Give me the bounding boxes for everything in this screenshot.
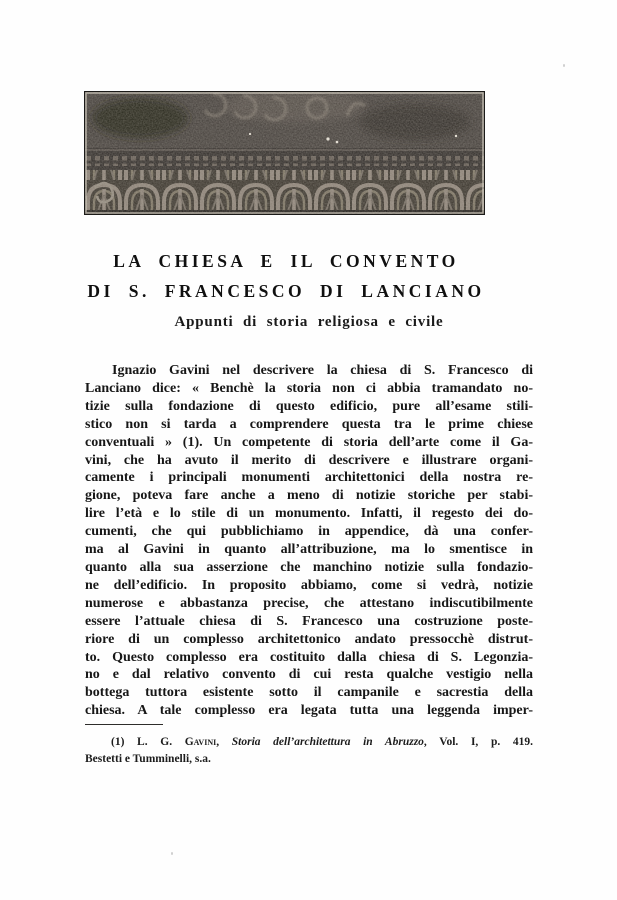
body-line: numerose e abbastanza precise, che attestano indiscutibilmente xyxy=(85,595,533,611)
footnote-citation xyxy=(85,734,533,751)
footnote-volume-page: , Vol. I, p. 419. xyxy=(423,736,534,748)
body-line: lire l’età e lo stile di un monumento. Infatti, il regesto dei do- xyxy=(85,506,533,522)
body-line: chiesa. A tale complesso era legata tutta una leggenda imper- xyxy=(85,703,533,719)
article-title-line: DI S. FRANCESCO DI LANCIANO xyxy=(87,281,485,301)
body-line: ne dell’edificio. In proposito abbiamo, come si vedrà, notizie xyxy=(85,577,533,593)
footnote-publisher: Bestetti e Tumminelli, s.a. xyxy=(85,752,211,765)
footnote xyxy=(85,724,533,767)
body-line: tizie sulla fondazione di questo edificio, pure all’esame stili- xyxy=(85,398,533,414)
body-line: essere l’attuale chiesa di S. Francesco una costruzione poste- xyxy=(85,613,533,629)
footnote-separator: , xyxy=(216,736,232,748)
body-line: to. Questo complesso era costituito dalla chiesa di S. Legonzia- xyxy=(85,649,533,665)
body-line: gione, poteva fare anche a meno di notizie storiche per stabi- xyxy=(85,488,533,504)
article-subtitle: Appunti di storia religiosa e civile xyxy=(174,314,444,330)
body-line: no e dal relativo convento di cui resta qualche vestigio nella xyxy=(85,667,533,683)
article-title xyxy=(62,246,510,306)
body-line: Ignazio Gavini nel descrivere la chiesa di S. Francesco di xyxy=(112,363,533,378)
body-paragraph xyxy=(85,362,533,720)
footnote-marker-author: (1) L. G. xyxy=(111,736,173,748)
body-line: bottega tuttora esistente sotto il campanile e sacrestia della xyxy=(85,685,533,701)
article-title-line: LA CHIESA E IL CONVENTO xyxy=(113,251,459,271)
footnote-author-smallcaps: Gavini xyxy=(184,736,217,748)
scan-speck xyxy=(171,852,173,855)
body-line: camente i principali monumenti architettonici della nostra re- xyxy=(85,470,533,486)
body-line: conventuali » (1). Un competente di storia dell’arte come il Ga- xyxy=(85,434,533,450)
footnote-rule xyxy=(85,724,163,725)
frieze-photograph xyxy=(84,91,485,215)
body-line: Lanciano dice: « Benchè la storia non ci abbia tramandato no- xyxy=(85,380,533,396)
body-line: cumenti, che qui pubblichiamo in appendice, dà una confer- xyxy=(85,524,533,540)
scan-speck xyxy=(563,64,565,67)
body-line: quanto alla sua asserzione che manchino notizie sulla fondazio- xyxy=(85,559,533,575)
body-line: ma al Gavini in quanto all’attribuzione, ma lo smentisce in xyxy=(85,542,533,558)
body-line: stico non si tarda a comprendere questa tra le prime chiese xyxy=(85,416,533,432)
footnote-work-title: Storia dell’architettura in Abruzzo xyxy=(231,736,424,748)
body-line: vini, che ha avuto il merito di descrivere e illustrare organi- xyxy=(85,452,533,468)
body-line: riore di un complesso architettonico andato pressocchè distrut- xyxy=(85,631,533,647)
frieze-photo-image xyxy=(85,92,484,214)
